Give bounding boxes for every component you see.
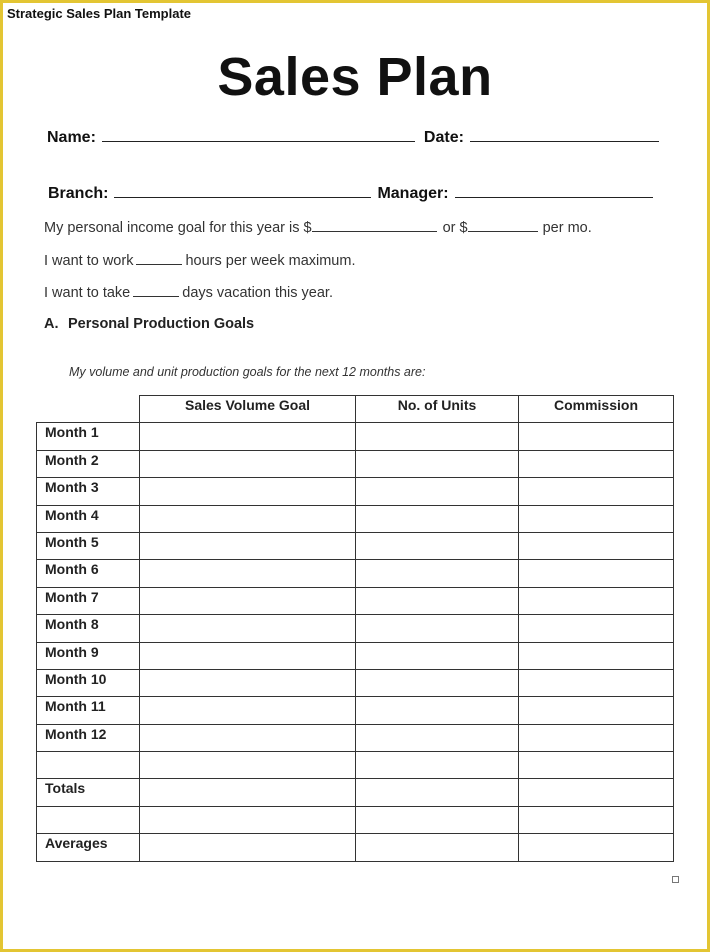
table-row [37,752,674,779]
branch-label: Branch: [48,185,109,202]
table-row [37,779,674,806]
table-cell[interactable] [140,834,356,861]
table-row [37,450,674,477]
row-label: Month 2 [37,450,140,477]
column-header: No. of Units [356,396,519,423]
section-note: My volume and unit production goals for the next 12 months are: [69,365,426,379]
date-label: Date: [423,129,464,146]
manager-field[interactable] [455,183,653,198]
table-row [37,587,674,614]
table-cell[interactable] [140,669,356,696]
table-cell[interactable] [140,697,356,724]
table-cell[interactable] [356,587,519,614]
row-label: Month 12 [37,724,140,751]
table-cell[interactable] [519,834,674,861]
table-cell[interactable] [140,779,356,806]
row-label: Month 11 [37,697,140,724]
table-row [37,806,674,833]
work-hours-line [44,252,355,269]
table-cell[interactable] [519,532,674,559]
table-cell[interactable] [519,697,674,724]
table-cell[interactable] [519,478,674,505]
row-label: Month 6 [37,560,140,587]
table-cell[interactable] [356,478,519,505]
table-row [37,724,674,751]
vacation-days-field[interactable] [133,284,179,297]
row-label: Totals [37,779,140,806]
table-row [37,560,674,587]
table-cell[interactable] [356,669,519,696]
table-cell[interactable] [140,478,356,505]
name-date-row [47,127,665,147]
table-resize-handle[interactable] [672,876,679,883]
table-cell[interactable] [356,505,519,532]
monthly-income-field[interactable] [468,219,538,232]
row-label: Month 8 [37,615,140,642]
table-row [37,642,674,669]
row-label: Month 5 [37,532,140,559]
table-cell[interactable] [519,615,674,642]
header-corner-cell [37,396,140,423]
column-header: Commission [519,396,674,423]
row-label: Month 1 [37,423,140,450]
table-cell[interactable] [519,806,674,833]
table-cell[interactable] [356,532,519,559]
work-hours-field[interactable] [136,252,182,265]
document-label: Strategic Sales Plan Template [7,6,191,21]
table-cell[interactable] [356,560,519,587]
table-row [37,478,674,505]
table-cell[interactable] [519,450,674,477]
income-prefix: My personal income goal for this year is $ [44,220,312,236]
table-row [37,532,674,559]
table-cell[interactable] [356,642,519,669]
column-header: Sales Volume Goal [140,396,356,423]
row-label: Averages [37,834,140,861]
table-cell[interactable] [140,587,356,614]
table-cell[interactable] [356,724,519,751]
row-label: Month 3 [37,478,140,505]
branch-field[interactable] [114,183,371,198]
section-letter: A. [44,316,59,332]
table-cell[interactable] [519,560,674,587]
table-cell[interactable] [356,834,519,861]
section-heading [44,316,254,332]
manager-label: Manager: [377,185,449,202]
row-label: Month 10 [37,669,140,696]
table-row [37,423,674,450]
vacation-line [44,284,333,301]
table-cell[interactable] [140,806,356,833]
row-label [37,806,140,833]
table-cell[interactable] [140,724,356,751]
vacation-prefix: I want to take [44,285,131,301]
vacation-suffix: days vacation this year. [182,285,333,301]
date-field[interactable] [470,127,659,142]
table-row [37,697,674,724]
page-title: Sales Plan [217,47,493,107]
table-cell[interactable] [519,587,674,614]
table-header-row [37,396,674,423]
table-cell[interactable] [356,697,519,724]
table-cell[interactable] [519,423,674,450]
table-cell[interactable] [356,752,519,779]
table-cell[interactable] [356,450,519,477]
table-cell[interactable] [140,505,356,532]
table-cell[interactable] [356,615,519,642]
table-row [37,505,674,532]
row-label: Month 9 [37,642,140,669]
income-goal-line [44,219,592,236]
table-row [37,669,674,696]
table-cell[interactable] [356,779,519,806]
work-suffix: hours per week maximum. [185,253,356,269]
table-cell[interactable] [140,423,356,450]
row-label: Month 7 [37,587,140,614]
branch-manager-row [48,183,659,203]
annual-income-field[interactable] [312,219,437,232]
table-row [37,834,674,861]
income-middle: or $ [442,220,468,236]
table-cell[interactable] [356,423,519,450]
table-cell[interactable] [140,642,356,669]
table-cell[interactable] [356,806,519,833]
table-cell[interactable] [140,532,356,559]
name-label: Name: [47,129,96,146]
table-cell[interactable] [140,450,356,477]
production-goals-table [36,395,674,862]
table-cell[interactable] [519,724,674,751]
table-cell[interactable] [140,752,356,779]
row-label: Month 4 [37,505,140,532]
name-field[interactable] [102,127,415,142]
table-cell[interactable] [140,560,356,587]
table-cell[interactable] [519,642,674,669]
row-label [37,752,140,779]
income-suffix: per mo. [542,220,592,236]
table-cell[interactable] [519,669,674,696]
work-prefix: I want to work [44,253,134,269]
table-cell[interactable] [519,752,674,779]
table-cell[interactable] [140,615,356,642]
table-cell[interactable] [519,505,674,532]
section-title: Personal Production Goals [68,316,255,332]
table-row [37,615,674,642]
table-cell[interactable] [519,779,674,806]
